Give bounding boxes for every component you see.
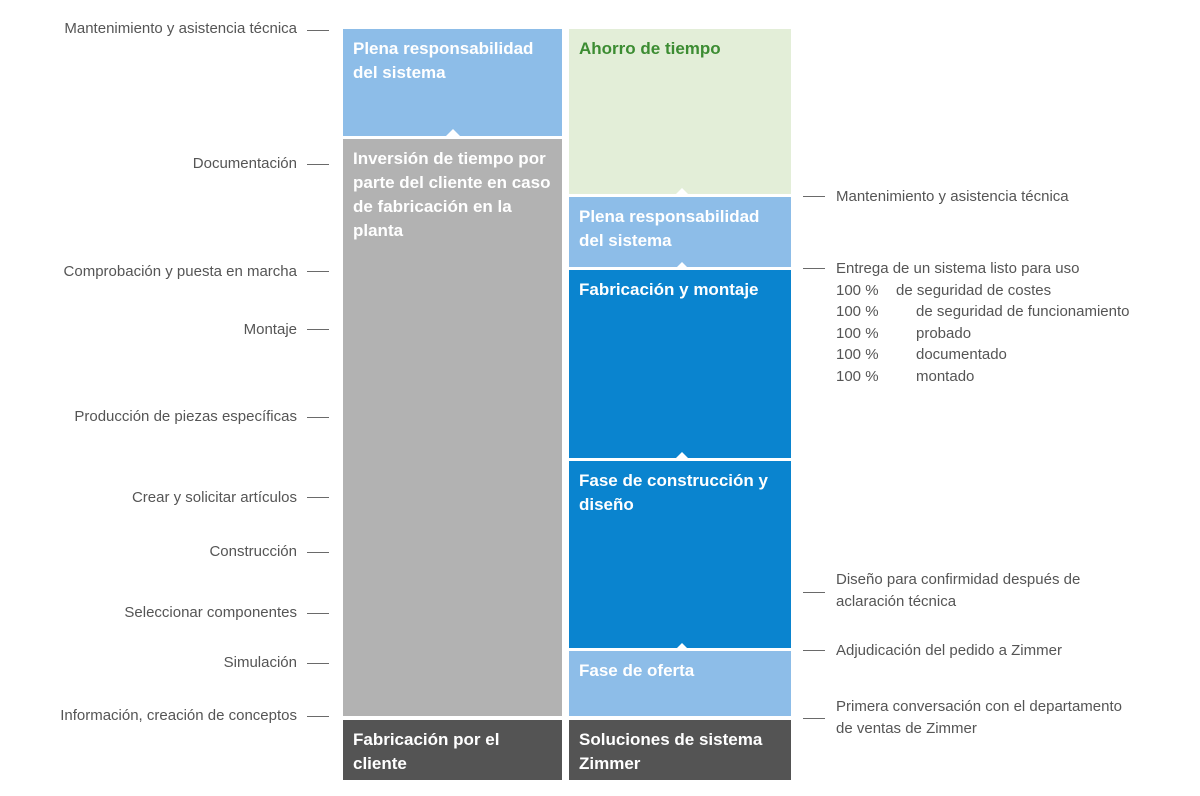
manufacturing-text: Fabricación y montaje xyxy=(579,280,759,299)
guarantee-pct: 100 % xyxy=(836,303,879,320)
guarantee-text: de seguridad de costes xyxy=(896,281,1052,299)
offer-block xyxy=(569,651,791,716)
left-tick xyxy=(307,613,329,614)
left-footer-block xyxy=(343,720,562,780)
guarantee-row xyxy=(836,366,1130,388)
guarantee-text: de seguridad de funcionamiento xyxy=(916,303,1130,320)
right-footer-block xyxy=(569,720,791,780)
right-responsibility-text: Plena responsabilidad del sistema xyxy=(579,207,760,250)
guarantee-row xyxy=(836,344,1130,366)
left-label-information: Información, creación de conceptos xyxy=(60,707,297,724)
design-text: Fase de construcción y diseño xyxy=(579,471,768,514)
guarantee-row xyxy=(836,301,1130,323)
guarantee-row xyxy=(836,280,1130,302)
left-tick xyxy=(307,164,329,165)
left-label-documentation: Documentación xyxy=(192,155,297,172)
right-responsibility-block xyxy=(569,197,791,267)
right-tick xyxy=(803,268,825,269)
left-responsibility-text: Plena responsabilidad del sistema xyxy=(353,39,534,82)
guarantee-row xyxy=(836,323,1130,345)
left-footer-text: Fabricación por el cliente xyxy=(353,730,500,773)
right-notch xyxy=(674,643,690,651)
offer-text: Fase de oferta xyxy=(579,661,695,680)
guarantee-pct: 100 % xyxy=(836,367,879,385)
left-tick xyxy=(307,329,329,330)
guarantee-text: documentado xyxy=(916,346,1007,363)
left-tick xyxy=(307,271,329,272)
left-label-maintenance: Mantenimiento y asistencia técnica xyxy=(64,20,297,37)
right-label-first-talk-line1: Primera conversación con el departamento xyxy=(836,698,1122,715)
left-label-select-components: Seleccionar componentes xyxy=(124,604,297,621)
left-label-commissioning: Comprobación y puesta en marcha xyxy=(63,263,297,280)
time-savings-text: Ahorro de tiempo xyxy=(579,39,721,58)
left-tick xyxy=(307,716,329,717)
right-label-maintenance: Mantenimiento y asistencia técnica xyxy=(836,188,1069,205)
guarantee-pct: 100 % xyxy=(836,324,879,342)
right-label-delivery: Entrega de un sistema listo para uso xyxy=(836,260,1080,277)
left-tick xyxy=(307,30,329,31)
guarantee-text: montado xyxy=(916,367,975,385)
guarantee-pct: 100 % xyxy=(836,281,879,299)
right-label-delivery-group xyxy=(836,258,1130,387)
right-label-first-talk-line2: de ventas de Zimmer xyxy=(836,719,977,737)
right-tick xyxy=(803,718,825,719)
right-label-design-line1: Diseño para confirmidad después de xyxy=(836,571,1081,588)
right-label-design-line2: aclaración técnica xyxy=(836,592,957,610)
manufacturing-block xyxy=(569,270,791,458)
left-tick xyxy=(307,663,329,664)
left-time-investment-text: Inversión de tiempo por parte del cliente en caso de fabricación en la planta xyxy=(353,149,551,240)
left-label-create-articles: Crear y solicitar artículos xyxy=(131,489,297,506)
left-label-simulation: Simulación xyxy=(223,654,297,671)
left-tick xyxy=(307,552,329,553)
right-tick xyxy=(803,650,825,651)
right-footer-text: Soluciones de sistema Zimmer xyxy=(579,730,763,773)
right-label-first-talk-group xyxy=(836,696,1122,739)
guarantee-text: probado xyxy=(916,324,972,342)
right-notch xyxy=(674,452,690,460)
left-label-assembly: Montaje xyxy=(243,321,297,338)
left-time-investment-block xyxy=(343,139,562,716)
left-tick xyxy=(307,497,329,498)
left-label-parts-production: Producción de piezas específicas xyxy=(74,408,297,425)
left-tick xyxy=(307,417,329,418)
right-tick xyxy=(803,592,825,593)
right-notch xyxy=(674,262,690,270)
left-notch xyxy=(445,129,461,137)
left-responsibility-block xyxy=(343,29,562,136)
guarantee-pct: 100 % xyxy=(836,346,879,363)
right-tick xyxy=(803,196,825,197)
design-block xyxy=(569,461,791,648)
right-label-design-group xyxy=(836,569,1080,612)
left-label-construction: Construcción xyxy=(209,543,297,560)
right-notch xyxy=(674,188,690,196)
right-label-award: Adjudicación del pedido a Zimmer xyxy=(836,642,1062,659)
time-savings-block xyxy=(569,29,791,194)
